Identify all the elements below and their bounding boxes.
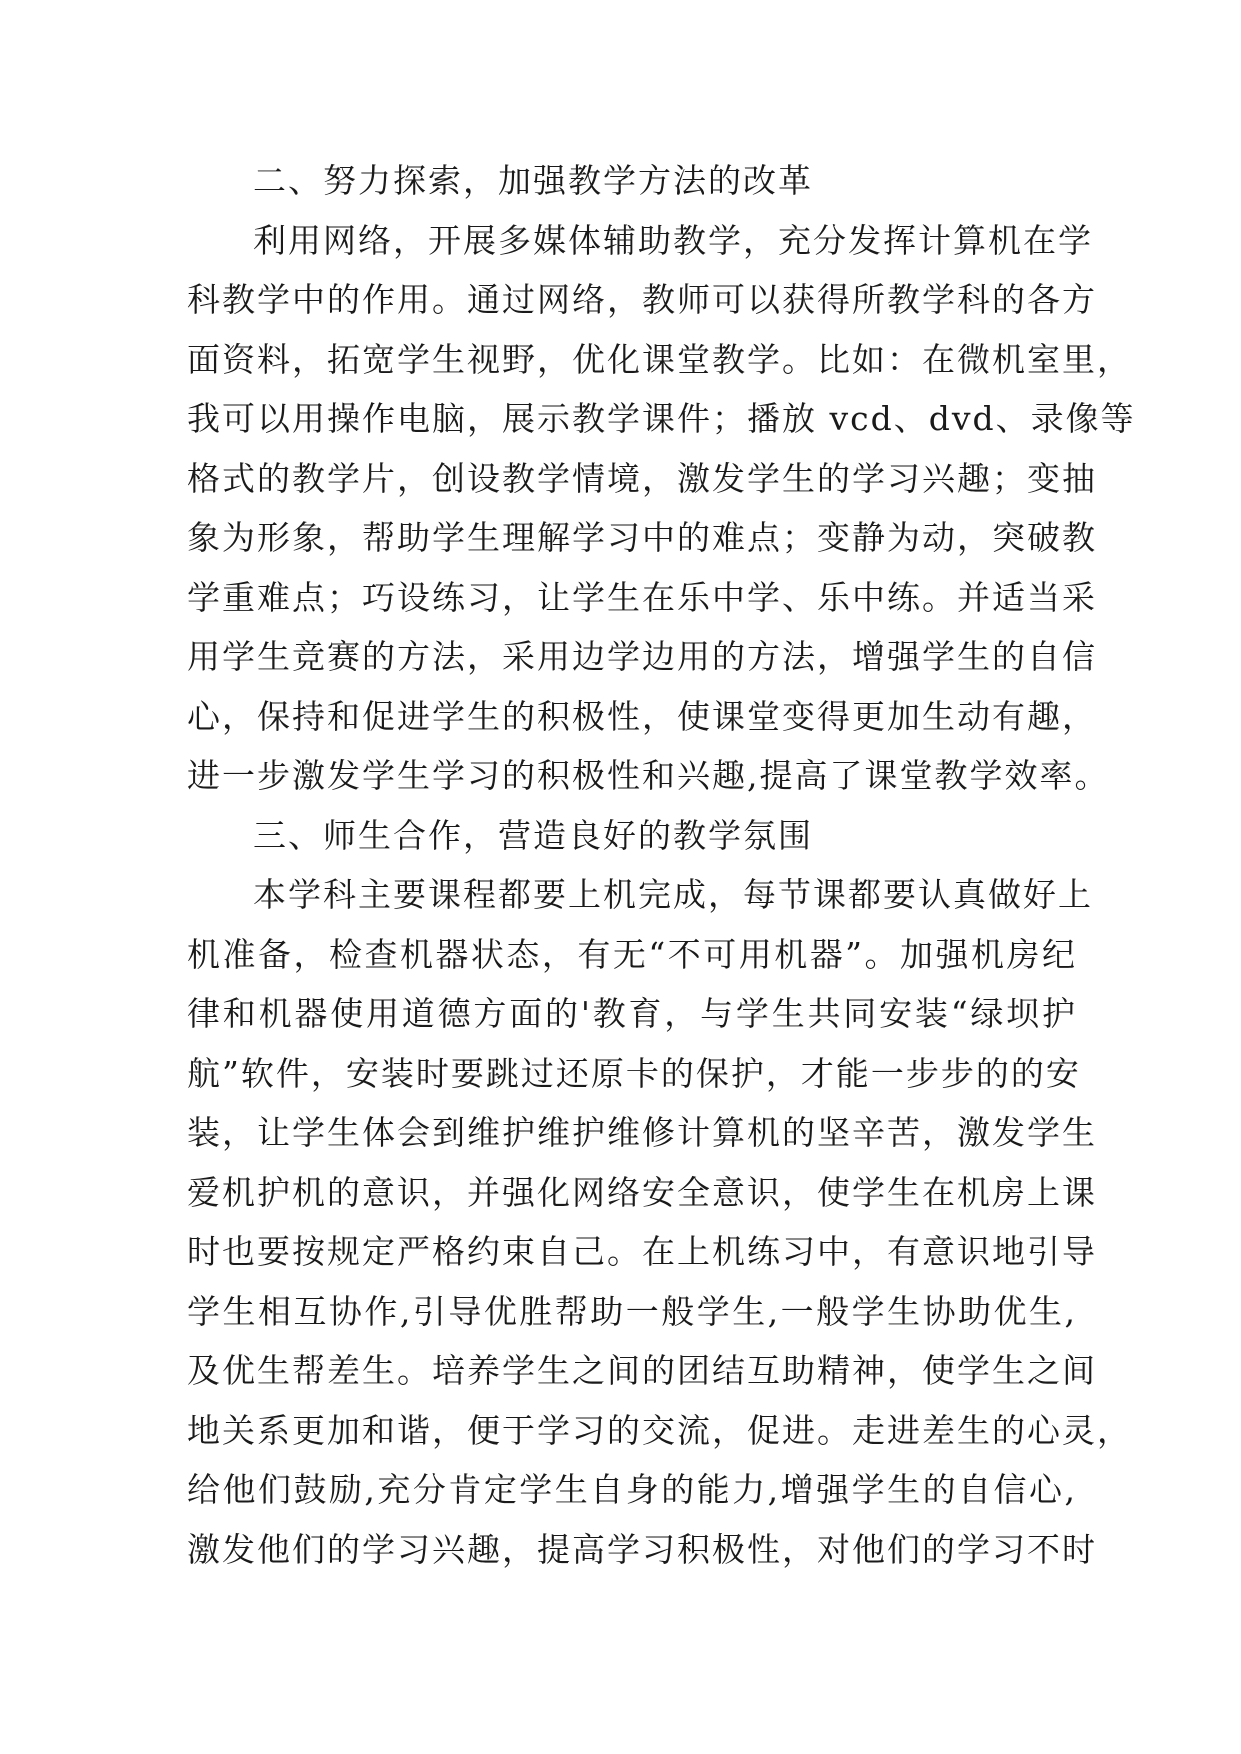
paragraph-line: 时也要按规定严格约束自己。在上机练习中，有意识地引导 [187, 1232, 1097, 1271]
paragraph-line: 用学生竞赛的方法，采用边学边用的方法，增强学生的自信 [187, 637, 1097, 676]
paragraph-line: 机准备，检查机器状态，有无“不可用机器”。加强机房纪 [187, 934, 1077, 974]
paragraph-line: 给他们鼓励,充分肯定学生自身的能力,增强学生的自信心, [187, 1470, 1077, 1509]
paragraph-line: 航”软件，安装时要跳过还原卡的保护，才能一步步的的安 [187, 1053, 1081, 1093]
paragraph-line: 我可以用操作电脑，展示教学课件；播放 vcd、dvd、录像等 [187, 399, 1136, 438]
paragraph-line: 本学科主要课程都要上机完成，每节课都要认真做好上 [253, 875, 1093, 914]
section-heading-2: 二、努力探索，加强教学方法的改革 [253, 161, 813, 200]
paragraph-line: 爱机护机的意识，并强化网络安全意识，使学生在机房上课 [187, 1172, 1097, 1212]
paragraph-line: 心，保持和促进学生的积极性，使课堂变得更加生动有趣， [187, 696, 1097, 736]
paragraph-line: 律和机器使用道德方面的'教育，与学生共同安装“绿坝护 [187, 994, 1077, 1033]
paragraph-line: 格式的教学片，创设教学情境，激发学生的学习兴趣；变抽 [187, 458, 1097, 498]
paragraph-line: 及优生帮差生。培养学生之间的团结互助精神，使学生之间 [187, 1351, 1097, 1390]
paragraph-line: 激发他们的学习兴趣，提高学习积极性，对他们的学习不时 [187, 1529, 1097, 1569]
paragraph-line: 装，让学生体会到维护维护维修计算机的坚辛苦，激发学生 [187, 1113, 1097, 1152]
paragraph-line: 学重难点；巧设练习，让学生在乐中学、乐中练。并适当采 [187, 577, 1097, 617]
section-heading-3: 三、师生合作，营造良好的教学氛围 [253, 815, 813, 855]
paragraph-line: 进一步激发学生学习的积极性和兴趣,提高了课堂教学效率。 [187, 756, 1110, 795]
paragraph-line: 地关系更加和谐，便于学习的交流，促进。走进差生的心灵， [187, 1410, 1132, 1450]
paragraph-line: 学生相互协作,引导优胜帮助一般学生,一般学生协助优生, [187, 1291, 1077, 1331]
paragraph-line: 象为形象，帮助学生理解学习中的难点；变静为动，突破教 [187, 518, 1097, 557]
paragraph-line: 科教学中的作用。通过网络，教师可以获得所教学科的各方 [187, 280, 1097, 319]
paragraph-line: 面资料，拓宽学生视野，优化课堂教学。比如：在微机室里， [187, 339, 1132, 379]
document-body [187, 151, 1136, 1579]
paragraph-line: 利用网络，开展多媒体辅助教学，充分发挥计算机在学 [253, 220, 1093, 260]
